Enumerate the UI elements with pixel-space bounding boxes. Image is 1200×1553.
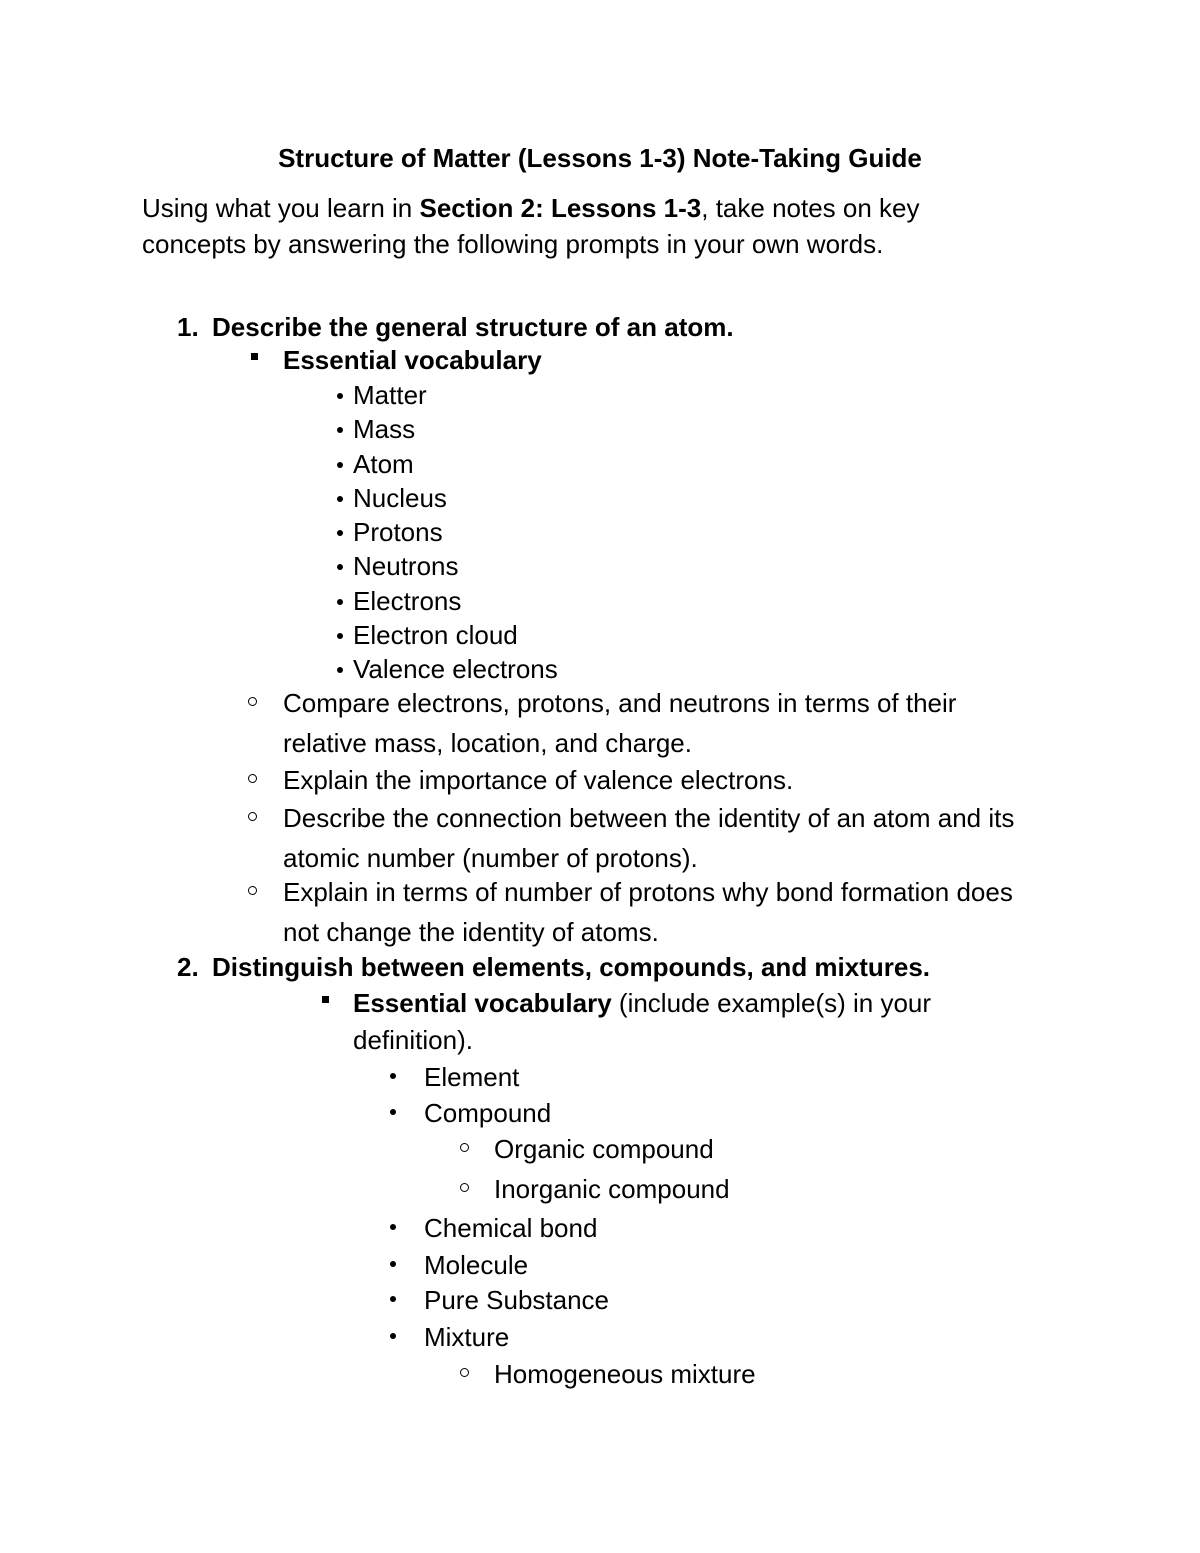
q1-vocab-item: Mass	[353, 414, 416, 444]
q1-prompt-line: atomic number (number of protons).	[283, 843, 698, 873]
bullet-icon	[390, 1333, 396, 1339]
q2-item-organic: Organic compound	[494, 1134, 714, 1164]
q1-vocab-item: Protons	[353, 517, 443, 547]
bullet-icon	[390, 1261, 396, 1267]
circle-bullet-icon	[248, 886, 257, 895]
q1-number: 1.	[177, 312, 199, 342]
q2-vocab-label: Essential vocabulary	[353, 988, 612, 1018]
q2-item-homogeneous: Homogeneous mixture	[494, 1359, 756, 1389]
intro-bold: Section 2: Lessons 1-3	[419, 193, 702, 223]
q2-item-molecule: Molecule	[424, 1250, 529, 1280]
intro-pre: Using what you learn in	[142, 193, 420, 223]
circle-bullet-icon	[248, 812, 257, 821]
q2-item-chemical-bond: Chemical bond	[424, 1213, 598, 1243]
q2-item-mixture: Mixture	[424, 1322, 510, 1352]
bullet-icon	[337, 496, 343, 502]
circle-bullet-icon	[460, 1183, 469, 1192]
q2-number: 2.	[177, 952, 199, 982]
q1-vocab-item: Matter	[353, 380, 427, 410]
bullet-icon	[337, 667, 343, 673]
bullet-icon	[337, 633, 343, 639]
q1-prompt-line: Compare electrons, protons, and neutrons in terms of their	[283, 688, 957, 718]
q2-item-element: Element	[424, 1062, 520, 1092]
bullet-icon	[337, 462, 343, 468]
q2-item-inorganic: Inorganic compound	[494, 1174, 730, 1204]
q2-item-compound: Compound	[424, 1098, 552, 1128]
q2-vocab-line-1	[353, 990, 931, 1016]
q1-vocab-item: Electrons	[353, 586, 462, 616]
circle-bullet-icon	[248, 774, 257, 783]
square-bullet-icon	[251, 353, 258, 360]
circle-bullet-icon	[460, 1368, 469, 1377]
q2-heading: Distinguish between elements, compounds, and mixtures.	[212, 952, 931, 982]
q2-vocab-note-line-2: definition).	[353, 1025, 473, 1055]
bullet-icon	[390, 1296, 396, 1302]
q1-vocab-item: Neutrons	[353, 551, 459, 581]
q1-vocab-item: Valence electrons	[353, 654, 558, 684]
q1-vocab-label: Essential vocabulary	[283, 345, 542, 375]
bullet-icon	[390, 1224, 396, 1230]
bullet-icon	[337, 530, 343, 536]
intro-line-2: concepts by answering the following prompts in your own words.	[142, 229, 884, 259]
circle-bullet-icon	[248, 697, 257, 706]
bullet-icon	[337, 599, 343, 605]
q2-vocab-note: (include example(s) in your	[611, 988, 932, 1018]
bullet-icon	[337, 564, 343, 570]
square-bullet-icon	[322, 996, 329, 1003]
intro-post: , take notes on key	[701, 193, 920, 223]
q1-prompt-line: Explain in terms of number of protons why bond formation does	[283, 877, 1013, 907]
bullet-icon	[390, 1073, 396, 1079]
q1-vocab-item: Nucleus	[353, 483, 447, 513]
intro-line-1	[142, 195, 920, 221]
circle-bullet-icon	[460, 1143, 469, 1152]
q1-heading: Describe the general structure of an atom.	[212, 312, 734, 342]
bullet-icon	[390, 1109, 396, 1115]
q1-prompt-line: relative mass, location, and charge.	[283, 728, 692, 758]
q1-vocab-item: Atom	[353, 449, 414, 479]
q1-vocab-item: Electron cloud	[353, 620, 518, 650]
q1-prompt-line: Explain the importance of valence electrons.	[283, 765, 794, 795]
bullet-icon	[337, 427, 343, 433]
q1-prompt-line: not change the identity of atoms.	[283, 917, 659, 947]
bullet-icon	[337, 393, 343, 399]
q1-prompt-line: Describe the connection between the identity of an atom and its	[283, 803, 1015, 833]
q2-item-pure-substance: Pure Substance	[424, 1285, 610, 1315]
page-title: Structure of Matter (Lessons 1-3) Note-Taking Guide	[278, 143, 922, 173]
